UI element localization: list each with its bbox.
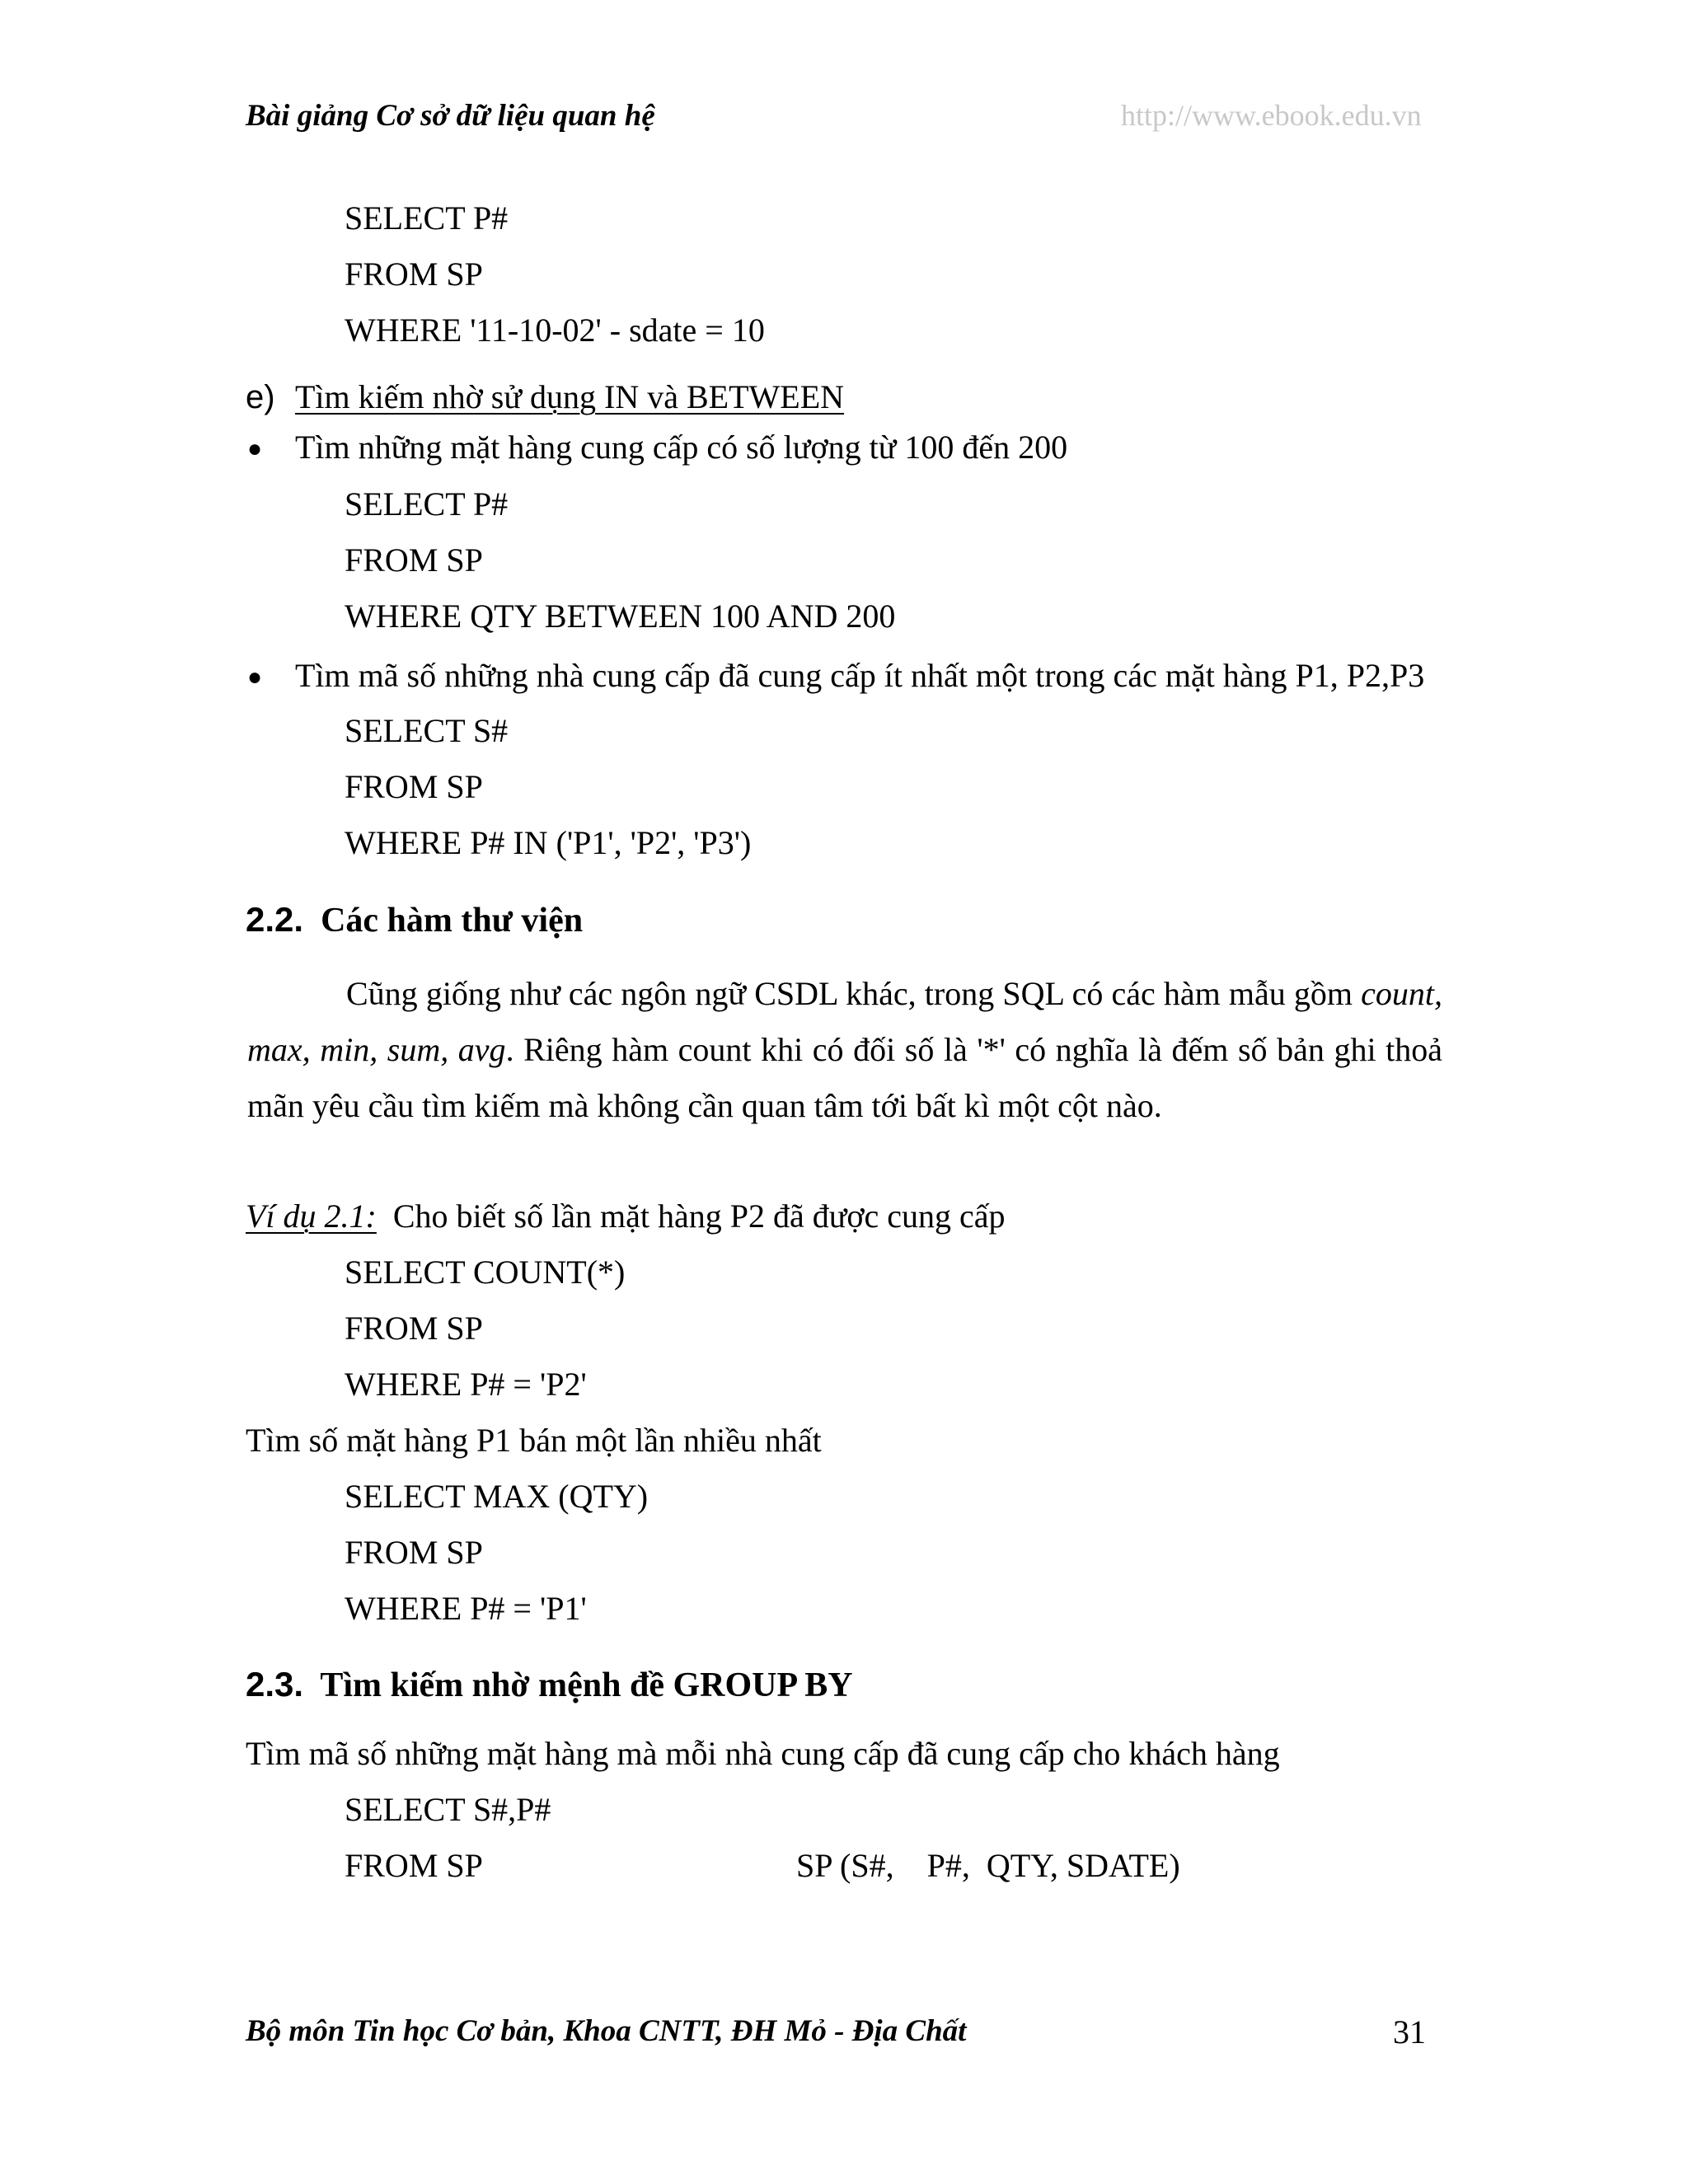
code-line: SELECT P# <box>345 485 509 523</box>
bullet-icon: ● <box>247 435 263 462</box>
text-line: Tìm số mặt hàng P1 bán một lần nhiều nhất <box>246 1422 822 1459</box>
schema-text: SP (S#, P#, QTY, SDATE) <box>796 1847 1180 1884</box>
code-line: FROM SP <box>345 768 483 805</box>
code-line: WHERE QTY BETWEEN 100 AND 200 <box>345 598 896 635</box>
code-line: SELECT P# <box>345 199 509 237</box>
example-line <box>246 1197 1006 1235</box>
code-line: FROM SP <box>345 1847 483 1884</box>
section-number: 2.2. <box>246 900 304 939</box>
section-marker: e) <box>246 379 275 415</box>
section-heading <box>246 1667 853 1703</box>
footer-text: Bộ môn Tin học Cơ bản, Khoa CNTT, ĐH Mỏ - Địa Chất <box>246 2014 967 2048</box>
bullet-text: Tìm mã số những nhà cung cấp đã cung cấp ít nhất một trong các mặt hàng P1, P2,P3 <box>295 657 1425 694</box>
bullet-text: Tìm những mặt hàng cung cấp có số lượng từ 100 đến 200 <box>295 429 1068 466</box>
code-line: SELECT MAX (QTY) <box>345 1478 649 1515</box>
code-line: WHERE P# = 'P2' <box>345 1366 587 1403</box>
code-line: WHERE '11-10-02' - sdate = 10 <box>345 312 765 349</box>
header-url[interactable]: http://www.ebook.edu.vn <box>1121 99 1422 132</box>
code-line: WHERE P# IN ('P1', 'P2', 'P3') <box>345 824 752 861</box>
code-line: SELECT S#,P# <box>345 1791 551 1828</box>
code-line: SELECT S# <box>345 712 509 749</box>
page-number: 31 <box>1393 2013 1426 2050</box>
code-line: FROM SP <box>345 1534 483 1571</box>
paragraph <box>247 966 1442 1134</box>
bullet-icon: ● <box>247 663 263 691</box>
code-line: WHERE P# = 'P1' <box>345 1590 587 1627</box>
paragraph-text: Cũng giống như các ngôn ngữ CSDL khác, trong SQL có các hàm mẫu gồm <box>346 975 1353 1012</box>
example-text: Cho biết số lần mặt hàng P2 đã được cung cấp <box>392 1197 1006 1235</box>
function-list: count, max, min, sum, avg <box>247 975 1443 1068</box>
example-label: Ví dụ 2.1: <box>246 1197 377 1235</box>
section-title: Tìm kiếm nhờ mệnh đề GROUP BY <box>320 1666 853 1704</box>
section-number: 2.3. <box>246 1665 304 1704</box>
paragraph-text: . Riêng hàm count khi có đối số là '*' có nghĩa là đếm số bản ghi thoả mãn yêu cầu tìm kiếm mà không cần quan tâm tới bất kì một cột nào. <box>247 1031 1442 1124</box>
code-line: FROM SP <box>345 1310 483 1347</box>
code-line: FROM SP <box>345 255 483 293</box>
section-heading <box>246 902 583 938</box>
code-line: FROM SP <box>345 541 483 579</box>
section-title: Tìm kiếm nhờ sử dụng IN và BETWEEN <box>295 378 845 415</box>
section-title: Các hàm thư viện <box>321 902 584 940</box>
code-line: SELECT COUNT(*) <box>345 1254 626 1291</box>
text-line: Tìm mã số những mặt hàng mà mỗi nhà cung cấp đã cung cấp cho khách hàng <box>246 1735 1280 1772</box>
header-title: Bài giảng Cơ sở dữ liệu quan hệ <box>246 99 655 133</box>
